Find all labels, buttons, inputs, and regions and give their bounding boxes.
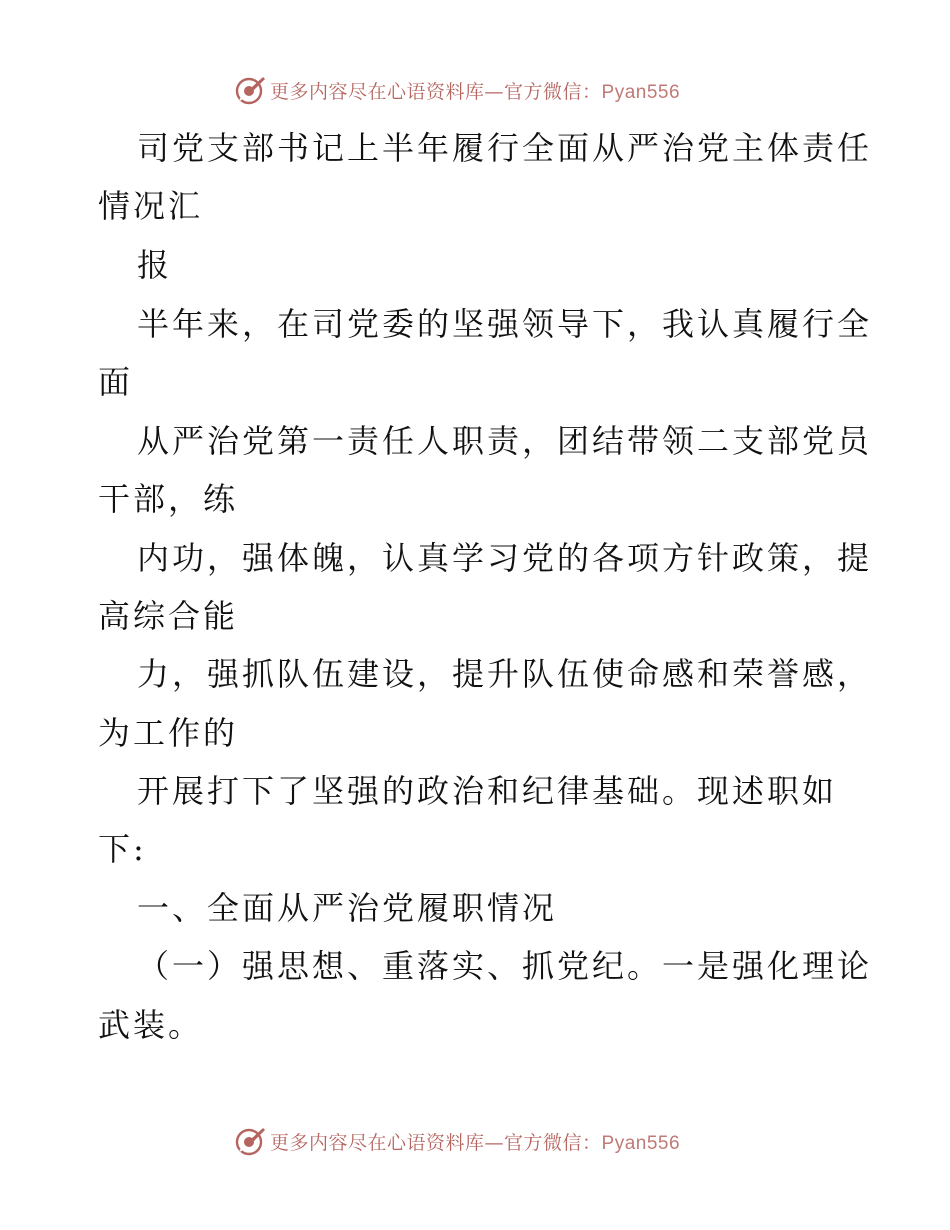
paragraph-line: 下: bbox=[98, 830, 147, 868]
paragraph-line: 面 bbox=[98, 363, 134, 401]
paragraph-line: 半年来，在司党委的坚强领导下，我认真履行全 bbox=[137, 305, 873, 343]
pen-logo-icon bbox=[234, 1125, 266, 1157]
paragraph-line: 力，强抓队伍建设，提升队伍使命感和荣誉感， bbox=[137, 655, 873, 693]
watermark-text: 更多内容尽在心语资料库—官方微信：Pyan556 bbox=[270, 80, 681, 103]
paragraph-line: 从严治党第一责任人职责，团结带领二支部党员 bbox=[137, 422, 873, 460]
pen-logo-icon bbox=[234, 74, 266, 106]
paragraph-line: （一）强思想、重落实、抓党纪。一是强化理论 bbox=[137, 947, 873, 985]
paragraph-line: 高综合能 bbox=[98, 597, 239, 635]
doc-title-line-3: 报 bbox=[137, 246, 173, 284]
doc-title-line-2: 情况汇 bbox=[98, 187, 204, 225]
paragraph-line: 开展打下了坚强的政治和纪律基础。现述职如 bbox=[137, 772, 838, 810]
paragraph-line: 内功，强体魄，认真学习党的各项方针政策，提 bbox=[137, 539, 873, 577]
paragraph-line: 为工作的 bbox=[98, 714, 239, 752]
section-heading: 一、全面从严治党履职情况 bbox=[137, 889, 558, 927]
watermark-text: 更多内容尽在心语资料库—官方微信：Pyan556 bbox=[270, 1131, 681, 1154]
doc-title-line-1: 司党支部书记上半年履行全面从严治党主体责任 bbox=[137, 129, 873, 167]
paragraph-line: 武装。 bbox=[98, 1006, 204, 1044]
paragraph-line: 干部，练 bbox=[98, 480, 239, 518]
header-watermark bbox=[234, 73, 680, 107]
footer-watermark bbox=[234, 1124, 680, 1158]
